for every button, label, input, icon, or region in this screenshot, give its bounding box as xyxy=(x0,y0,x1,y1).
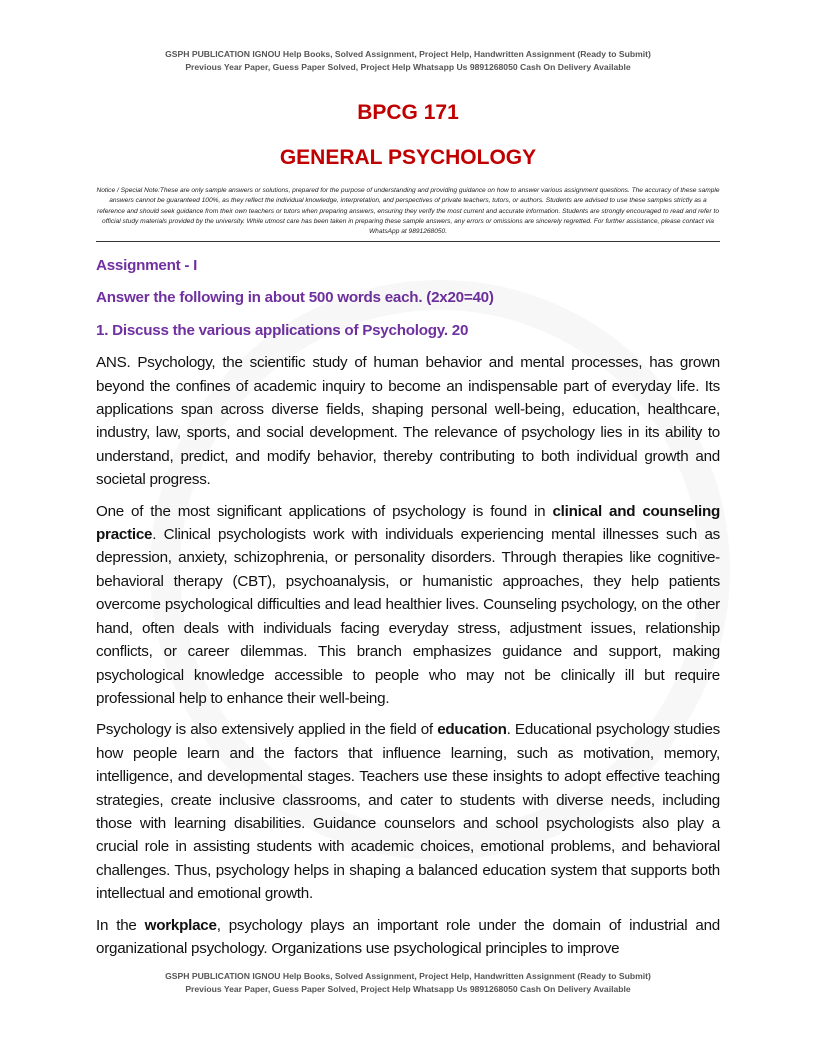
course-code: BPCG 171 xyxy=(357,101,459,124)
paragraph: In the workplace, psychology plays an important role under the domain of industrial and organizational psychology. Organizations use psychological principles to improve xyxy=(96,916,721,957)
page-header xyxy=(0,48,816,74)
footer-line-1: GSPH PUBLICATION IGNOU Help Books, Solved Assignment, Project Help, Handwritten Assignment (Ready to Submit) xyxy=(165,971,651,982)
header-line-1: GSPH PUBLICATION IGNOU Help Books, Solved Assignment, Project Help, Handwritten Assignment (Ready to Submit) xyxy=(165,49,651,59)
document-body xyxy=(96,254,720,960)
instruction-heading: Answer the following in about 500 words each. (2x20=40) xyxy=(96,289,494,307)
page-footer xyxy=(0,970,816,1016)
assignment-heading: Assignment - I xyxy=(96,257,198,274)
header-line-2: Previous Year Paper, Guess Paper Solved, Project Help Whatsapp Us 9891268050 Cash On Delivery Available xyxy=(185,62,631,72)
divider xyxy=(96,241,720,242)
paragraph: Psychology is also extensively applied in the field of education. Educational psychology studies how people learn and the factors that influence learning, such as motivation, memory, intelligence, and developmental stages. Teachers use these insights to adopt effective teaching strategies, create inclusive classrooms, and cater to students with diverse needs, including those with learning disabilities. Guidance counselors and school psychologists also play a crucial role in assisting students with academic choices, emotional problems, and behavioral challenges. Thus, psychology helps in shaping a balanced education system that supports both intellectual and emotional growth. xyxy=(96,721,720,903)
footer-line-2: Previous Year Paper, Guess Paper Solved, Project Help Whatsapp Us 9891268050 Cash On Delivery Available xyxy=(185,984,631,995)
course-title: GENERAL PSYCHOLOGY xyxy=(279,146,537,169)
paragraph: One of the most significant applications of psychology is found in clinical and counseling practice. Clinical psychologists work with individuals experiencing mental illnesses such as depression, anxiety, schizophrenia, or personality disorders. Through therapies like cognitive-behavioral therapy (CBT), psychoanalysis, or humanistic approaches, they help patients overcome psychological difficulties and lead healthier lives. Counseling psychology, on the other hand, often deals with individuals facing everyday stress, adjustment issues, relationship conflicts, or career dilemmas. This branch emphasizes guidance and support, making psychological knowledge accessible to people who may not be clinically ill but require professional help to enhance their well-being. xyxy=(96,502,721,707)
question-heading: 1. Discuss the various applications of Psychology. 20 xyxy=(96,321,469,339)
paragraph: ANS. Psychology, the scientific study of human behavior and mental processes, has grown beyond the confines of academic inquiry to become an indispensable part of everyday life. Its applications span across diverse fields, shaping personal well-being, education, healthcare, industry, law, sports, and social development. The relevance of psychology lies in its ability to understand, predict, and modify behavior, thereby contributing to both individual growth and societal progress. xyxy=(96,354,720,489)
notice: Notice / Special Note:These are only sample answers or solutions, prepared for the purpose of understanding and providing guidance on how to answer various assignment questions. The accuracy of these sample answers cannot be guaranteed 100%, as they reflect the individual knowledge, interpretation, and perspectives of private teachers, tutors, or authors. Students are advised to use these samples strictly as a reference and should seek guidance from their own teachers or tutors when preparing answers, ensuring they verify the most current and accurate information. Students are strongly encouraged to read and refer to official study materials provided by the university. While utmost care has been taken in preparing these sample answers, any errors or omissions are sincerely regretted. For further assistance, please contact via WhatsApp at 9891268050. xyxy=(96,187,720,236)
